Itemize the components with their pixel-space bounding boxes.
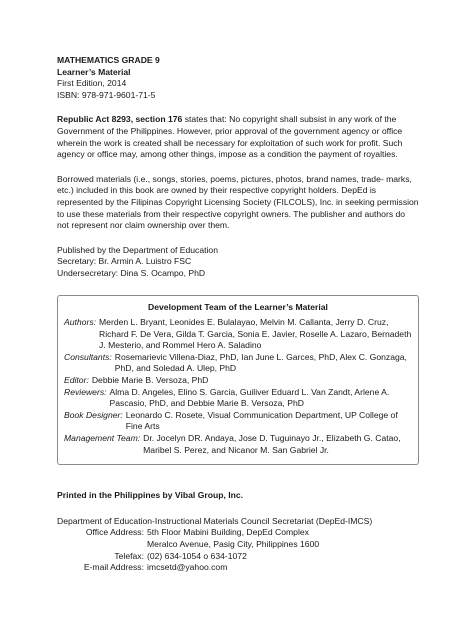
office-address-line2: Meralco Avenue, Pasig City, Philippines 1600 [147,539,320,549]
office-address-row-2 [57,539,419,551]
role-names: Merden L. Bryant, Leonides E. Bulalayao, Melvin M. Callanta, Jerry D. Cruz, Richard F. De Vera, Gilda T. Garcia, Sonia E. Javier, Roselle A. Lazaro, Bernadeth J. Mesterio, and Rommel Hero A. Saladino [99,317,412,351]
role-label: Book Designer: [64,409,123,420]
telefax-label: Telefax: [114,550,144,561]
team-row-reviewers [64,387,412,410]
role-label: Reviewers: [64,386,107,397]
copyright-notice [57,114,419,160]
contact-info [57,516,419,574]
edition-line: First Edition, 2014 [57,78,127,89]
team-row-book-designer [64,410,412,433]
team-row-consultants [64,352,412,375]
team-row-authors [64,317,412,352]
secretary-line: Secretary: Br. Armin A. Luistro FSC [57,256,192,267]
book-subtitle: Learner’s Material [57,66,131,77]
published-by-line: Published by the Department of Education [57,244,218,255]
email-value: imcsetd@yahoo.com [147,562,228,573]
role-names: Dr. Jocelyn DR. Andaya, Jose D. Tuguinayo Jr., Elizabeth G. Catao, Maribel S. Perez, and Nicanor M. San Gabriel Jr. [143,433,401,455]
team-row-management [64,433,412,456]
book-header [57,55,419,101]
role-label: Editor: [64,375,89,386]
role-label: Consultants: [64,351,112,362]
role-names: Rosemarievic Villena-Diaz, PhD, Ian June L. Garces, PhD, Alex C. Gonzaga, PhD, and Soledad A. Ulep, PhD [114,351,407,374]
office-address-row [57,527,419,539]
role-names: Leonardo C. Rosete, Visual Communication Department, UP College of Fine Arts [125,409,398,432]
copyright-page [57,55,419,574]
isbn-line: ISBN: 978-971-9601-71-5 [57,89,156,100]
publisher-info [57,245,419,280]
office-address-line1: 5th Floor Mabini Building, DepEd Complex [147,527,309,538]
book-title: MATHEMATICS GRADE 9 [57,55,160,65]
role-names: Debbie Marie B. Versoza, PhD [91,375,209,386]
email-label: E-mail Address: [83,562,144,573]
office-address-label: Office Address: [85,527,144,538]
printed-by-line: Printed in the Philippines by Vibal Group, Inc. [57,490,244,501]
development-team-box [57,295,419,466]
role-label: Management Team: [64,433,141,444]
copyright-lead: Republic Act 8293, section 176 [57,114,183,125]
undersecretary-line: Undersecretary: Dina S. Ocampo, PhD [57,267,206,278]
team-row-editor [64,375,412,387]
role-names: Alma D. Angeles, Elino S. Garcia, Guiliver Eduard L. Van Zandt, Arlene A. Pascasio, PhD, and Debbie Marie B. Versoza, PhD [109,386,390,409]
telefax-value: (02) 634-1054 o 634-1072 [147,550,247,561]
borrowed-materials-notice [57,174,419,232]
telefax-row [57,551,419,563]
team-title: Development Team of the Learner’s Material [148,301,328,312]
email-row [57,562,419,574]
department-line: Department of Education-Instructional Materials Council Secretariat (DepEd-IMCS) [57,515,373,526]
copyright-text: states that: No copyright shall subsist in any work of the Government of the Philippines. However, prior approval of the government agency or office wherein the work is created shall be necessary for exploitation of such work for profit. Such agency or office may, among other things, impose as a condition the payment of royalties. [57,114,403,160]
role-label: Authors: [64,317,97,328]
borrowed-text: Borrowed materials (i.e., songs, stories, poems, pictures, photos, brand names, trade- marks, etc.) included in this book are owned by their respective copyright holders. DepEd is represented by the Filipinas Copyright Licensing Society (FILCOLS), Inc. in seeking permission to use these materials from their respective copyright owners. The publisher and authors do not represent nor claim ownership over them. [57,173,419,231]
